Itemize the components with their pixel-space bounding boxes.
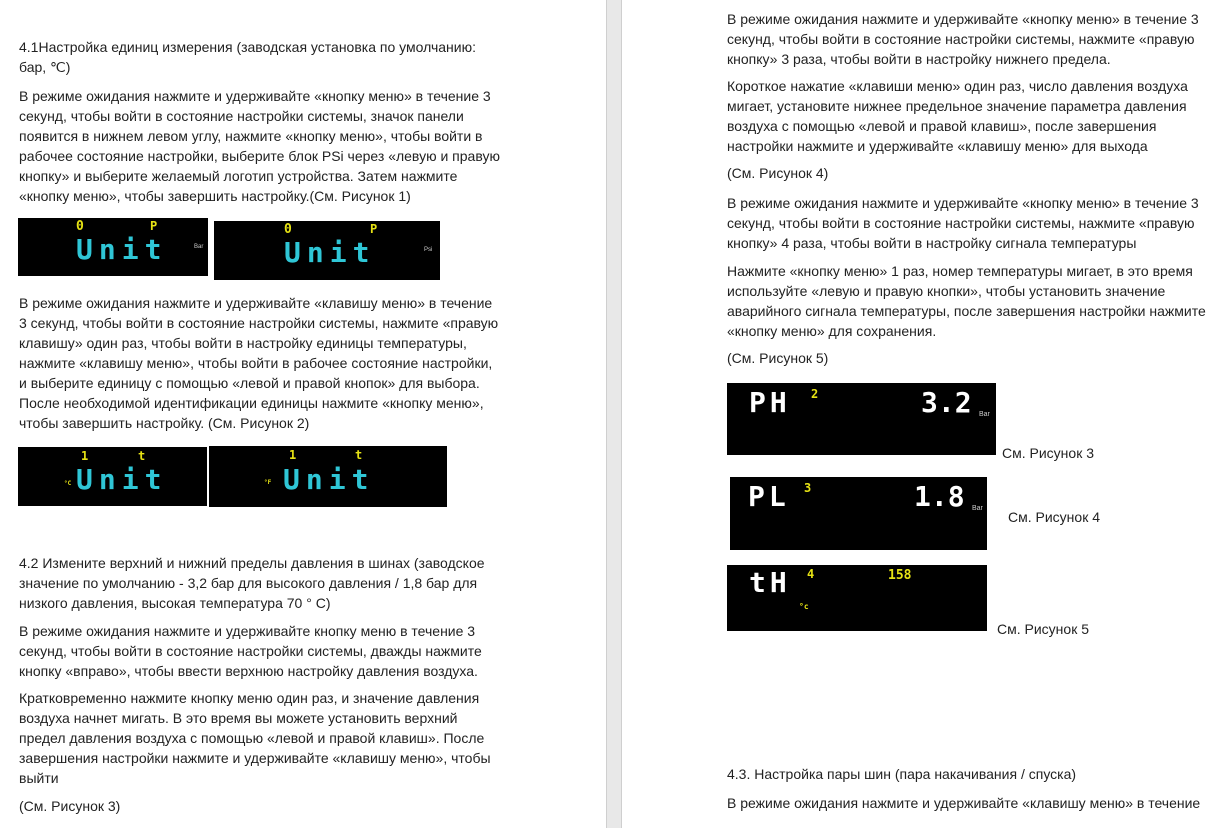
text-line: используйте «левую и правую кнопки», чтобы установить значение: [727, 283, 1166, 299]
text-line: кнопку» 3 раза, чтобы войти в настройку нижнего предела.: [727, 51, 1111, 67]
lcd-index: 2: [811, 387, 819, 401]
text-line: секунд, чтобы войти в состояние настройки системы, нажмите «правую: [727, 31, 1195, 47]
lcd-unit: °F: [264, 479, 272, 486]
text-line: секунд, чтобы войти в состояние настройки системы, дважды нажмите: [19, 643, 482, 659]
text-line: нажмите «клавишу меню», чтобы войти в рабочее состояние настройки,: [19, 355, 493, 371]
figure-5-high-temperature: [727, 565, 987, 631]
text-line: «кнопку меню» для сохранения.: [727, 323, 937, 339]
section-4-3-heading: 4.3. Настройка пары шин (пара накачивания / спуска): [727, 766, 1077, 782]
text-line: кнопку «вправо», чтобы ввести верхнюю настройку давления воздуха.: [19, 663, 478, 679]
lcd-digit: 0: [284, 222, 292, 237]
lcd-main: Unit: [76, 463, 168, 496]
figure-3-high-pressure: [727, 383, 996, 455]
text-line: появится в нижнем левом углу, нажмите «кнопку меню», чтобы войти в: [19, 128, 483, 144]
text-line: В режиме ожидания нажмите и удерживайте кнопку меню в течение 3: [19, 623, 476, 639]
section-4-1-heading: [19, 37, 476, 77]
right-page: [622, 0, 1215, 828]
lcd-unit: Bar: [972, 505, 983, 512]
text-line: В режиме ожидания нажмите и удерживайте «клавишу меню» в течение: [19, 295, 493, 311]
figure-5-caption: См. Рисунок 5: [997, 621, 1089, 637]
text-line: завершения настройки нажмите и удерживайте «клавишу меню», чтобы: [19, 750, 491, 766]
figure-reference: (См. Рисунок 5): [727, 350, 829, 366]
lcd-digit: t: [355, 448, 363, 462]
lcd-unit: Bar: [979, 411, 990, 418]
lcd-digit: 0: [76, 219, 84, 234]
lcd-digit: P: [370, 222, 378, 236]
text-line: воздуха начнет мигать. В это время вы можете установить верхний: [19, 710, 458, 726]
paragraph: [727, 9, 1199, 69]
paragraph: [19, 688, 491, 788]
text-line: 4.2 Измените верхний и нижний пределы давления в шинах (заводское: [19, 555, 485, 571]
lcd-main: Unit: [283, 463, 375, 496]
text-line: клавишу» один раз, чтобы войти в настройку единицы температуры,: [19, 335, 467, 351]
text-line: секунд, чтобы войти в состояние настройки системы, нажмите «правую: [727, 215, 1195, 231]
lcd-label: PH: [749, 386, 791, 419]
lcd-main: Unit: [284, 236, 376, 269]
lcd-value: 158: [888, 568, 912, 583]
text-line: выйти: [19, 770, 59, 786]
text-line: бар, ℃): [19, 59, 71, 75]
text-line: Короткое нажатие «клавиши меню» один раз, число давления воздуха: [727, 78, 1188, 94]
figure-2-unit-fahrenheit: [209, 446, 447, 507]
paragraph: [19, 621, 482, 681]
text-line: воздуха с помощью «левой и правой клавиш», после завершения: [727, 118, 1157, 134]
text-line: аварийного сигнала температуры, после завершения настройки нажмите: [727, 303, 1206, 319]
text-line: 3 секунд, чтобы войти в состояние настройки системы, нажмите «правую: [19, 315, 499, 331]
text-line: В режиме ожидания нажмите и удерживайте «кнопку меню» в течение 3: [727, 11, 1199, 27]
text-line: настройки нажмите и удерживайте «клавишу меню» для выхода: [727, 138, 1148, 154]
lcd-label: tH: [749, 566, 791, 599]
lcd-value: 1.8: [914, 480, 965, 513]
lcd-digit: 1: [81, 449, 89, 463]
lcd-digit: t: [138, 449, 146, 463]
text-line: мигает, установите нижнее предельное значение параметра давления: [727, 98, 1187, 114]
text-line: и выберите единицу с помощью «левой и правой кнопок» для выбора.: [19, 375, 480, 391]
figure-1-unit-psi: [214, 221, 440, 280]
text-line: Нажмите «кнопку меню» 1 раз, номер температуры мигает, в это время: [727, 263, 1193, 279]
text-line: рабочее состояние настройки, выберите блок PSi через «левую и правую: [19, 148, 500, 164]
lcd-unit: Psi: [424, 247, 433, 253]
text-line: чтобы завершить настройку. (См. Рисунок 2): [19, 415, 310, 431]
text-line: В режиме ожидания нажмите и удерживайте «кнопку меню» в течение 3: [727, 195, 1199, 211]
lcd-unit: °C: [64, 480, 72, 487]
figure-4-caption: См. Рисунок 4: [1008, 509, 1100, 525]
lcd-main: Unit: [76, 233, 168, 266]
paragraph: [19, 293, 498, 433]
figure-reference: (См. Рисунок 3): [19, 798, 121, 814]
figure-2-unit-celsius: [18, 447, 207, 506]
text-line: секунд, чтобы войти в состояние настройки системы, значок панели: [19, 108, 464, 124]
paragraph: [727, 76, 1188, 156]
paragraph: В режиме ожидания нажмите и удерживайте «клавишу меню» в течение: [727, 795, 1201, 811]
text-line: предел давления воздуха с помощью «левой и правой клавиш». После: [19, 730, 485, 746]
left-page: [0, 0, 606, 828]
text-line: значение по умолчанию - 3,2 бар для высокого давления / 1,8 бар для: [19, 575, 478, 591]
paragraph: [19, 86, 500, 206]
paragraph: [727, 261, 1206, 341]
lcd-index: 4: [807, 567, 815, 581]
lcd-digit: P: [150, 219, 158, 233]
figure-4-low-pressure: [730, 477, 987, 550]
text-line: кнопку» 4 раза, чтобы войти в настройку сигнала температуры: [727, 235, 1137, 251]
figure-3-caption: См. Рисунок 3: [1002, 445, 1094, 461]
text-line: «кнопку меню», чтобы завершить настройку.(См. Рисунок 1): [19, 188, 411, 204]
page-gutter: [606, 0, 622, 828]
lcd-index: 3: [804, 481, 812, 495]
section-4-2-heading: [19, 553, 485, 613]
text-line: После необходимой идентификации единицы нажмите «кнопку меню»,: [19, 395, 484, 411]
figure-reference: (См. Рисунок 4): [727, 165, 829, 181]
lcd-unit: Bar: [194, 244, 204, 250]
lcd-unit: °c: [799, 602, 809, 611]
text-line: низкого давления, высокая температура 70 ° C): [19, 595, 331, 611]
text-line: кнопку» и выберите желаемый логотип устройства. Затем нажмите: [19, 168, 458, 184]
text-line: Кратковременно нажмите кнопку меню один раз, и значение давления: [19, 690, 480, 706]
figure-1-unit-bar: [18, 218, 208, 276]
text-line: В режиме ожидания нажмите и удерживайте «кнопку меню» в течение 3: [19, 88, 491, 104]
lcd-label: PL: [748, 480, 790, 513]
text-line: 4.1Настройка единиц измерения (заводская установка по умолчанию:: [19, 39, 476, 55]
lcd-value: 3.2: [921, 386, 972, 419]
lcd-digit: 1: [289, 448, 297, 462]
paragraph: [727, 193, 1199, 253]
